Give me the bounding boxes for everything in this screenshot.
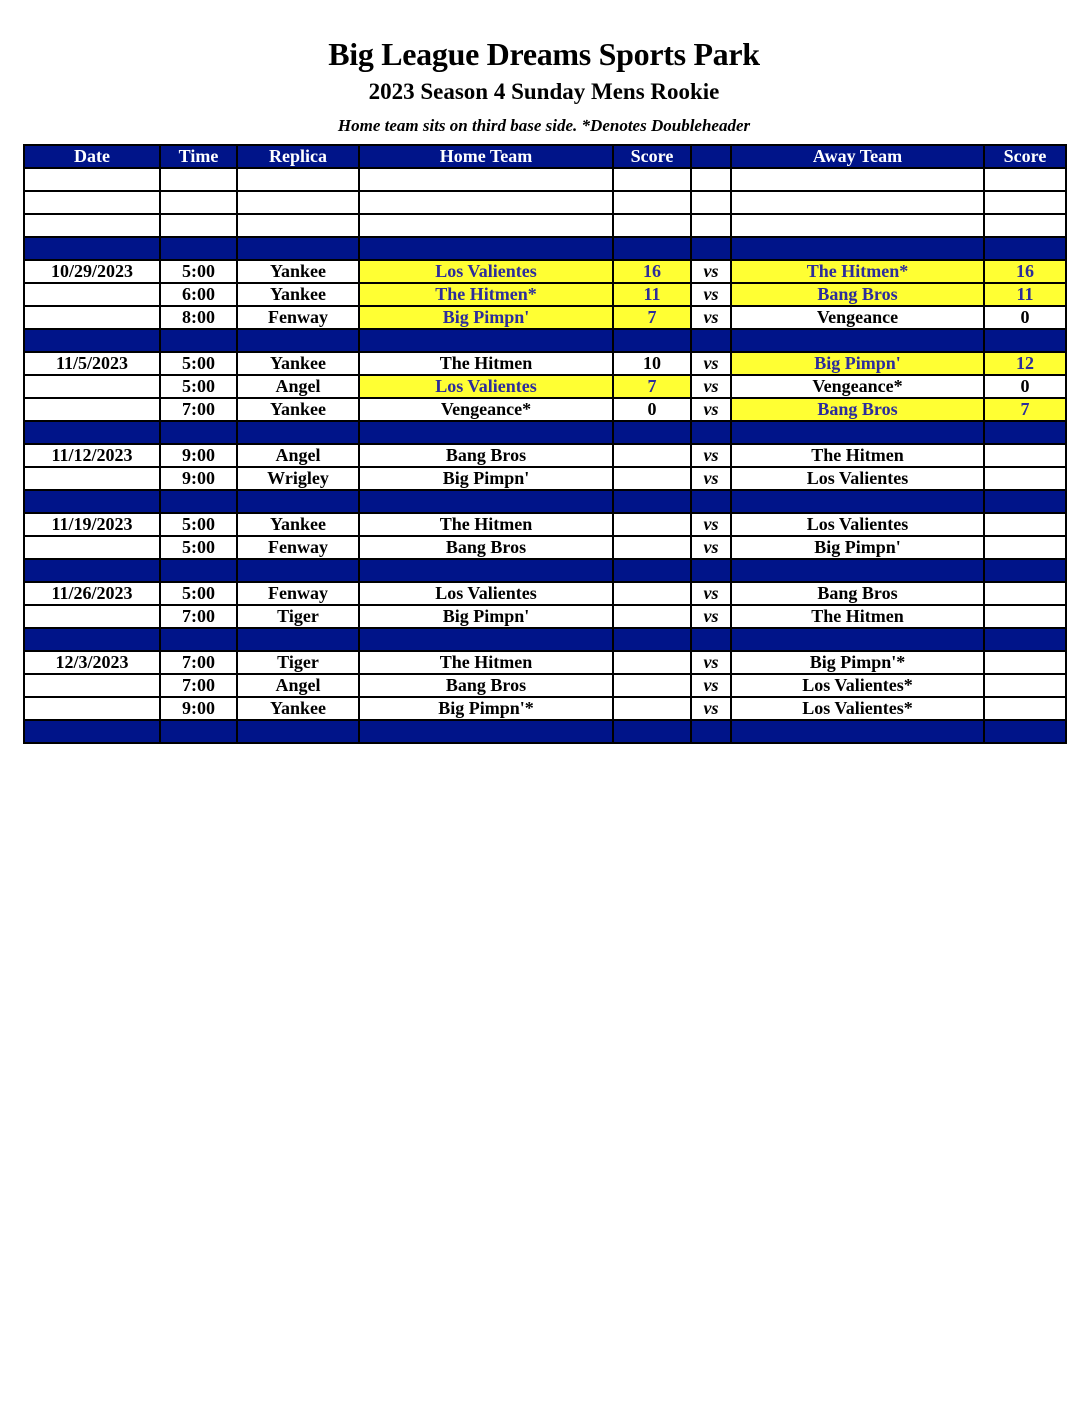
away-team-cell bbox=[731, 168, 984, 191]
home-team-cell bbox=[359, 214, 613, 237]
home-score-cell bbox=[613, 697, 691, 720]
home-score-cell bbox=[613, 628, 691, 651]
date-cell bbox=[24, 628, 160, 651]
replica-cell bbox=[237, 490, 359, 513]
vs-cell: vs bbox=[691, 467, 731, 490]
away-score-cell bbox=[984, 490, 1066, 513]
vs-cell: vs bbox=[691, 605, 731, 628]
replica-cell: Yankee bbox=[237, 352, 359, 375]
home-team-cell: Big Pimpn' bbox=[359, 306, 613, 329]
away-score-cell: 12 bbox=[984, 352, 1066, 375]
away-score-cell bbox=[984, 651, 1066, 674]
date-cell bbox=[24, 191, 160, 214]
table-row bbox=[24, 375, 1066, 398]
vs-cell bbox=[691, 191, 731, 214]
home-score-cell bbox=[613, 582, 691, 605]
time-cell bbox=[160, 720, 237, 743]
home-team-cell bbox=[359, 329, 613, 352]
away-team-cell: Big Pimpn'* bbox=[731, 651, 984, 674]
replica-cell: Yankee bbox=[237, 283, 359, 306]
col-header-vs bbox=[691, 145, 731, 168]
date-cell bbox=[24, 375, 160, 398]
home-score-cell bbox=[613, 651, 691, 674]
date-cell: 11/5/2023 bbox=[24, 352, 160, 375]
home-team-cell: Los Valientes bbox=[359, 375, 613, 398]
time-cell: 5:00 bbox=[160, 536, 237, 559]
col-header-home-score: Score bbox=[613, 145, 691, 168]
time-cell: 7:00 bbox=[160, 674, 237, 697]
table-row bbox=[24, 444, 1066, 467]
date-cell bbox=[24, 214, 160, 237]
time-cell bbox=[160, 191, 237, 214]
away-team-cell bbox=[731, 237, 984, 260]
home-team-cell bbox=[359, 421, 613, 444]
date-cell bbox=[24, 398, 160, 421]
table-row bbox=[24, 674, 1066, 697]
away-score-cell bbox=[984, 559, 1066, 582]
separator-row bbox=[24, 720, 1066, 743]
away-team-cell: Big Pimpn' bbox=[731, 536, 984, 559]
date-cell bbox=[24, 283, 160, 306]
home-score-cell bbox=[613, 421, 691, 444]
home-team-cell bbox=[359, 720, 613, 743]
away-team-cell bbox=[731, 490, 984, 513]
time-cell bbox=[160, 214, 237, 237]
replica-cell: Angel bbox=[237, 444, 359, 467]
away-score-cell: 0 bbox=[984, 375, 1066, 398]
table-row bbox=[24, 398, 1066, 421]
away-score-cell bbox=[984, 168, 1066, 191]
vs-cell: vs bbox=[691, 651, 731, 674]
away-team-cell: The Hitmen bbox=[731, 444, 984, 467]
date-cell bbox=[24, 168, 160, 191]
away-team-cell bbox=[731, 329, 984, 352]
home-score-cell bbox=[613, 605, 691, 628]
away-score-cell: 11 bbox=[984, 283, 1066, 306]
vs-cell bbox=[691, 421, 731, 444]
page-subtitle: 2023 Season 4 Sunday Mens Rookie bbox=[368, 79, 720, 104]
table-row bbox=[24, 283, 1066, 306]
away-score-cell bbox=[984, 237, 1066, 260]
home-score-cell: 16 bbox=[613, 260, 691, 283]
replica-cell bbox=[237, 559, 359, 582]
date-cell bbox=[24, 329, 160, 352]
away-team-cell: Los Valientes* bbox=[731, 674, 984, 697]
separator-row bbox=[24, 421, 1066, 444]
home-team-cell: Bang Bros bbox=[359, 444, 613, 467]
away-team-cell: Big Pimpn' bbox=[731, 352, 984, 375]
vs-cell bbox=[691, 168, 731, 191]
page-title: Big League Dreams Sports Park bbox=[328, 36, 760, 72]
blank-row bbox=[24, 191, 1066, 214]
away-team-cell: Los Valientes bbox=[731, 467, 984, 490]
home-team-cell bbox=[359, 168, 613, 191]
blank-row bbox=[24, 168, 1066, 191]
replica-cell: Tiger bbox=[237, 605, 359, 628]
time-cell: 6:00 bbox=[160, 283, 237, 306]
away-score-cell bbox=[984, 329, 1066, 352]
time-cell: 5:00 bbox=[160, 260, 237, 283]
away-score-cell bbox=[984, 467, 1066, 490]
time-cell: 7:00 bbox=[160, 651, 237, 674]
home-team-cell: The Hitmen bbox=[359, 352, 613, 375]
home-score-cell bbox=[613, 490, 691, 513]
home-team-cell: Bang Bros bbox=[359, 674, 613, 697]
home-team-cell bbox=[359, 490, 613, 513]
col-header-date: Date bbox=[24, 145, 160, 168]
time-cell bbox=[160, 490, 237, 513]
vs-cell bbox=[691, 237, 731, 260]
away-score-cell bbox=[984, 605, 1066, 628]
replica-cell: Fenway bbox=[237, 582, 359, 605]
table-row bbox=[24, 651, 1066, 674]
vs-cell bbox=[691, 559, 731, 582]
replica-cell bbox=[237, 237, 359, 260]
replica-cell: Fenway bbox=[237, 536, 359, 559]
away-team-cell bbox=[731, 628, 984, 651]
home-score-cell bbox=[613, 559, 691, 582]
away-score-cell bbox=[984, 513, 1066, 536]
vs-cell bbox=[691, 628, 731, 651]
home-team-cell: The Hitmen bbox=[359, 513, 613, 536]
home-score-cell bbox=[613, 444, 691, 467]
time-cell: 7:00 bbox=[160, 398, 237, 421]
replica-cell: Yankee bbox=[237, 697, 359, 720]
home-team-cell bbox=[359, 559, 613, 582]
time-cell: 7:00 bbox=[160, 605, 237, 628]
date-cell bbox=[24, 306, 160, 329]
away-team-cell: Bang Bros bbox=[731, 398, 984, 421]
time-cell: 5:00 bbox=[160, 375, 237, 398]
away-team-cell: Los Valientes* bbox=[731, 697, 984, 720]
vs-cell: vs bbox=[691, 306, 731, 329]
home-team-cell bbox=[359, 628, 613, 651]
replica-cell: Yankee bbox=[237, 513, 359, 536]
away-score-cell bbox=[984, 536, 1066, 559]
home-team-cell: Big Pimpn' bbox=[359, 467, 613, 490]
date-cell: 11/26/2023 bbox=[24, 582, 160, 605]
replica-cell bbox=[237, 628, 359, 651]
home-team-cell: The Hitmen* bbox=[359, 283, 613, 306]
vs-cell: vs bbox=[691, 674, 731, 697]
separator-row bbox=[24, 237, 1066, 260]
home-score-cell: 7 bbox=[613, 306, 691, 329]
vs-cell: vs bbox=[691, 536, 731, 559]
home-score-cell: 10 bbox=[613, 352, 691, 375]
replica-cell bbox=[237, 421, 359, 444]
away-team-cell bbox=[731, 559, 984, 582]
away-score-cell bbox=[984, 444, 1066, 467]
table-row bbox=[24, 352, 1066, 375]
date-cell bbox=[24, 697, 160, 720]
replica-cell: Tiger bbox=[237, 651, 359, 674]
separator-row bbox=[24, 490, 1066, 513]
time-cell: 8:00 bbox=[160, 306, 237, 329]
date-cell bbox=[24, 490, 160, 513]
schedule-body bbox=[24, 168, 1066, 743]
replica-cell: Yankee bbox=[237, 260, 359, 283]
date-cell bbox=[24, 720, 160, 743]
away-team-cell bbox=[731, 214, 984, 237]
time-cell: 9:00 bbox=[160, 444, 237, 467]
time-cell bbox=[160, 559, 237, 582]
separator-row bbox=[24, 559, 1066, 582]
home-team-cell bbox=[359, 191, 613, 214]
home-team-cell: Vengeance* bbox=[359, 398, 613, 421]
away-score-cell: 7 bbox=[984, 398, 1066, 421]
home-score-cell bbox=[613, 674, 691, 697]
away-team-cell: The Hitmen bbox=[731, 605, 984, 628]
vs-cell bbox=[691, 720, 731, 743]
table-row bbox=[24, 467, 1066, 490]
replica-cell bbox=[237, 168, 359, 191]
replica-cell: Angel bbox=[237, 375, 359, 398]
away-score-cell bbox=[984, 674, 1066, 697]
col-header-away-team: Away Team bbox=[731, 145, 984, 168]
separator-row bbox=[24, 628, 1066, 651]
date-cell bbox=[24, 605, 160, 628]
replica-cell bbox=[237, 329, 359, 352]
away-team-cell: The Hitmen* bbox=[731, 260, 984, 283]
col-header-time: Time bbox=[160, 145, 237, 168]
time-cell: 5:00 bbox=[160, 352, 237, 375]
blank-row bbox=[24, 214, 1066, 237]
replica-cell bbox=[237, 191, 359, 214]
vs-cell bbox=[691, 490, 731, 513]
vs-cell: vs bbox=[691, 375, 731, 398]
date-cell bbox=[24, 421, 160, 444]
away-team-cell bbox=[731, 191, 984, 214]
time-cell bbox=[160, 421, 237, 444]
home-score-cell bbox=[613, 720, 691, 743]
time-cell bbox=[160, 329, 237, 352]
home-score-cell bbox=[613, 536, 691, 559]
replica-cell: Fenway bbox=[237, 306, 359, 329]
time-cell bbox=[160, 237, 237, 260]
date-cell: 10/29/2023 bbox=[24, 260, 160, 283]
home-score-cell: 0 bbox=[613, 398, 691, 421]
home-team-cell: Los Valientes bbox=[359, 582, 613, 605]
time-cell: 5:00 bbox=[160, 513, 237, 536]
col-header-home-team: Home Team bbox=[359, 145, 613, 168]
vs-cell: vs bbox=[691, 444, 731, 467]
away-score-cell: 16 bbox=[984, 260, 1066, 283]
away-score-cell bbox=[984, 628, 1066, 651]
date-cell bbox=[24, 237, 160, 260]
time-cell: 9:00 bbox=[160, 467, 237, 490]
replica-cell: Yankee bbox=[237, 398, 359, 421]
home-score-cell bbox=[613, 191, 691, 214]
away-team-cell bbox=[731, 720, 984, 743]
vs-cell: vs bbox=[691, 697, 731, 720]
replica-cell bbox=[237, 214, 359, 237]
col-header-away-score: Score bbox=[984, 145, 1066, 168]
home-team-cell: The Hitmen bbox=[359, 651, 613, 674]
away-team-cell: Vengeance bbox=[731, 306, 984, 329]
vs-cell bbox=[691, 329, 731, 352]
date-cell bbox=[24, 467, 160, 490]
away-team-cell bbox=[731, 421, 984, 444]
away-score-cell bbox=[984, 191, 1066, 214]
home-score-cell bbox=[613, 467, 691, 490]
table-row bbox=[24, 306, 1066, 329]
col-header-replica: Replica bbox=[237, 145, 359, 168]
table-row bbox=[24, 605, 1066, 628]
time-cell bbox=[160, 168, 237, 191]
away-score-cell bbox=[984, 697, 1066, 720]
table-row bbox=[24, 513, 1066, 536]
vs-cell: vs bbox=[691, 283, 731, 306]
time-cell: 5:00 bbox=[160, 582, 237, 605]
away-team-cell: Los Valientes bbox=[731, 513, 984, 536]
away-team-cell: Bang Bros bbox=[731, 283, 984, 306]
home-team-cell: Big Pimpn' bbox=[359, 605, 613, 628]
date-cell bbox=[24, 536, 160, 559]
date-cell: 11/12/2023 bbox=[24, 444, 160, 467]
away-score-cell: 0 bbox=[984, 306, 1066, 329]
schedule-table bbox=[23, 144, 1067, 744]
vs-cell: vs bbox=[691, 260, 731, 283]
home-score-cell bbox=[613, 237, 691, 260]
vs-cell: vs bbox=[691, 352, 731, 375]
table-row bbox=[24, 697, 1066, 720]
date-cell bbox=[24, 559, 160, 582]
home-team-cell: Big Pimpn'* bbox=[359, 697, 613, 720]
date-cell: 12/3/2023 bbox=[24, 651, 160, 674]
vs-cell: vs bbox=[691, 513, 731, 536]
away-team-cell: Bang Bros bbox=[731, 582, 984, 605]
time-cell bbox=[160, 628, 237, 651]
home-score-cell bbox=[613, 329, 691, 352]
vs-cell: vs bbox=[691, 398, 731, 421]
home-score-cell bbox=[613, 168, 691, 191]
vs-cell: vs bbox=[691, 582, 731, 605]
home-score-cell bbox=[613, 214, 691, 237]
away-score-cell bbox=[984, 582, 1066, 605]
table-row bbox=[24, 536, 1066, 559]
away-score-cell bbox=[984, 421, 1066, 444]
home-team-cell: Los Valientes bbox=[359, 260, 613, 283]
away-team-cell: Vengeance* bbox=[731, 375, 984, 398]
replica-cell bbox=[237, 720, 359, 743]
replica-cell: Wrigley bbox=[237, 467, 359, 490]
vs-cell bbox=[691, 214, 731, 237]
header-row bbox=[24, 145, 1066, 168]
away-score-cell bbox=[984, 214, 1066, 237]
page-note: Home team sits on third base side. *Denotes Doubleheader bbox=[337, 116, 751, 135]
replica-cell: Angel bbox=[237, 674, 359, 697]
home-score-cell: 7 bbox=[613, 375, 691, 398]
home-team-cell: Bang Bros bbox=[359, 536, 613, 559]
date-cell: 11/19/2023 bbox=[24, 513, 160, 536]
date-cell bbox=[24, 674, 160, 697]
home-score-cell bbox=[613, 513, 691, 536]
table-row bbox=[24, 260, 1066, 283]
home-team-cell bbox=[359, 237, 613, 260]
away-score-cell bbox=[984, 720, 1066, 743]
separator-row bbox=[24, 329, 1066, 352]
time-cell: 9:00 bbox=[160, 697, 237, 720]
table-row bbox=[24, 582, 1066, 605]
home-score-cell: 11 bbox=[613, 283, 691, 306]
